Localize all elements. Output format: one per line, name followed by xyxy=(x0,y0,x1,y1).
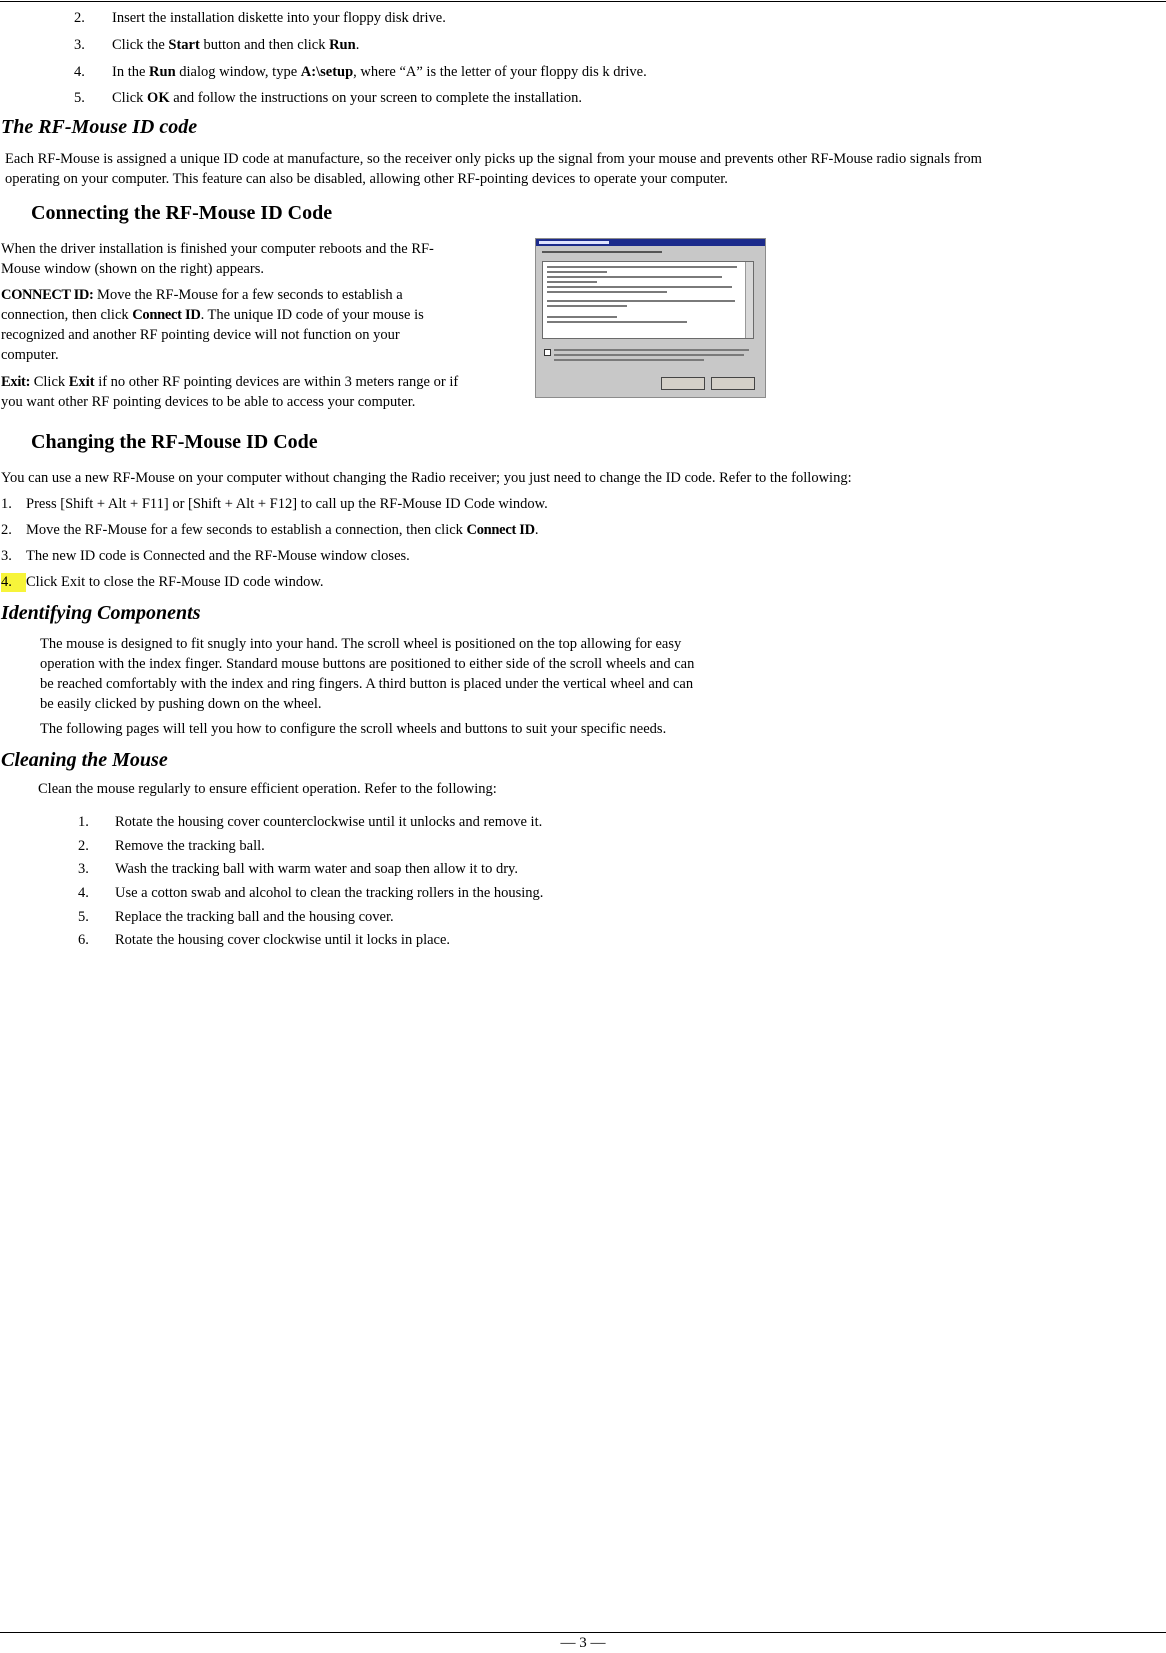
window-text-box xyxy=(542,261,754,339)
cleaning-intro: Clean the mouse regularly to ensure efficient operation. Refer to the following: xyxy=(38,781,497,797)
section-heading-connecting: Connecting the RF-Mouse ID Code xyxy=(31,202,333,224)
list-item xyxy=(1,547,410,566)
section-heading-identifying: Identifying Components xyxy=(1,602,201,624)
step-text: Insert the installation diskette into your floppy disk drive. xyxy=(112,10,446,26)
step-text: The new ID code is Connected and the RF-Mouse window closes. xyxy=(26,548,410,564)
step-text: Press [Shift + Alt + F11] or [Shift + Alt + F12] to call up the RF-Mouse ID Code window. xyxy=(26,496,548,512)
step-number: 1. xyxy=(1,496,12,512)
window-title-bar xyxy=(536,239,765,246)
identifying-text: The mouse is designed to fit snugly into your hand. The scroll wheel is positioned on the top allowing for easy xyxy=(40,636,682,652)
step-text: Click OK and follow the instructions on your screen to complete the installation. xyxy=(112,90,582,106)
connecting-text: recognized and another RF pointing device will not function on your xyxy=(1,327,400,343)
step-number: 3. xyxy=(74,37,85,53)
top-rule xyxy=(0,1,1166,2)
section-heading-cleaning: Cleaning the Mouse xyxy=(1,749,168,771)
page-number: — 3 — xyxy=(560,1635,606,1651)
exit-paragraph: Exit: Click Exit if no other RF pointing devices are within 3 meters range or if xyxy=(1,374,459,390)
list-item xyxy=(74,89,582,108)
step-number: 2. xyxy=(74,10,85,26)
step-text: In the Run dialog window, type A:\setup, where “A” is the letter of your floppy dis k drive. xyxy=(112,64,647,80)
connecting-text: computer. xyxy=(1,347,59,363)
list-item: 1. Rotate the housing cover counterclockwise until it unlocks and remove it. xyxy=(78,814,543,830)
list-item: 5. Replace the tracking ball and the housing cover. xyxy=(78,909,394,925)
list-item: 2. Remove the tracking ball. xyxy=(78,838,265,854)
section-heading-rf-id: The RF-Mouse ID code xyxy=(1,116,198,138)
identifying-text: operation with the index finger. Standard mouse buttons are positioned to either side of the scroll wheels and can xyxy=(40,656,695,672)
changing-intro: You can use a new RF-Mouse on your computer without changing the Radio receiver; you just need to change the ID code. Refer to the following: xyxy=(1,470,852,486)
list-item xyxy=(1,495,548,514)
connecting-text: When the driver installation is finished your computer reboots and the RF- xyxy=(1,241,434,257)
step-text: Click Exit to close the RF-Mouse ID code window. xyxy=(26,574,324,590)
list-item xyxy=(74,63,647,82)
identifying-text: be reached comfortably with the index and ring fingers. A third button is placed under the vertical wheel and can xyxy=(40,676,694,692)
exit-button xyxy=(711,377,755,390)
bottom-rule xyxy=(0,1632,1166,1633)
step-number: 3. xyxy=(1,548,12,564)
list-item: 3. Wash the tracking ball with warm water and soap then allow it to dry. xyxy=(78,861,518,877)
connect-id-button xyxy=(661,377,705,390)
list-item: 4. Use a cotton swab and alcohol to clean the tracking rollers in the housing. xyxy=(78,885,544,901)
list-item xyxy=(1,573,324,592)
connect-id-paragraph: connection, then click Connect ID. The unique ID code of your mouse is xyxy=(1,307,424,323)
identifying-text: The following pages will tell you how to configure the scroll wheels and buttons to suit your specific needs. xyxy=(40,721,667,737)
list-item: 6. Rotate the housing cover clockwise until it locks in place. xyxy=(78,932,451,948)
step-number-highlighted: 4. xyxy=(1,573,26,592)
connecting-text: you want other RF pointing devices to be able to access your computer. xyxy=(1,394,416,410)
checkbox xyxy=(544,349,551,356)
rf-mouse-window-screenshot xyxy=(535,238,766,398)
section-heading-changing: Changing the RF-Mouse ID Code xyxy=(31,431,318,453)
rf-id-paragraph-line: Each RF-Mouse is assigned a unique ID code at manufacture, so the receiver only picks up the signal from your mouse and prevents other RF-Mouse radio signals from xyxy=(5,151,982,167)
identifying-text: be easily clicked by pushing down on the wheel. xyxy=(40,696,322,712)
step-text: Move the RF-Mouse for a few seconds to establish a connection, then click Connect ID. xyxy=(26,522,539,538)
connect-id-paragraph: CONNECT ID: Move the RF-Mouse for a few seconds to establish a xyxy=(1,287,403,303)
step-number: 2. xyxy=(1,522,12,538)
list-item xyxy=(74,9,446,28)
list-item xyxy=(74,36,359,55)
connecting-text: Mouse window (shown on the right) appears. xyxy=(1,261,264,277)
rf-id-paragraph-line: operating on your computer. This feature can also be disabled, allowing other RF-pointing devices to operate your computer. xyxy=(5,171,728,187)
list-item xyxy=(1,521,539,540)
step-number: 5. xyxy=(74,90,85,106)
step-number: 4. xyxy=(74,64,85,80)
step-text: Click the Start button and then click Run. xyxy=(112,37,360,53)
